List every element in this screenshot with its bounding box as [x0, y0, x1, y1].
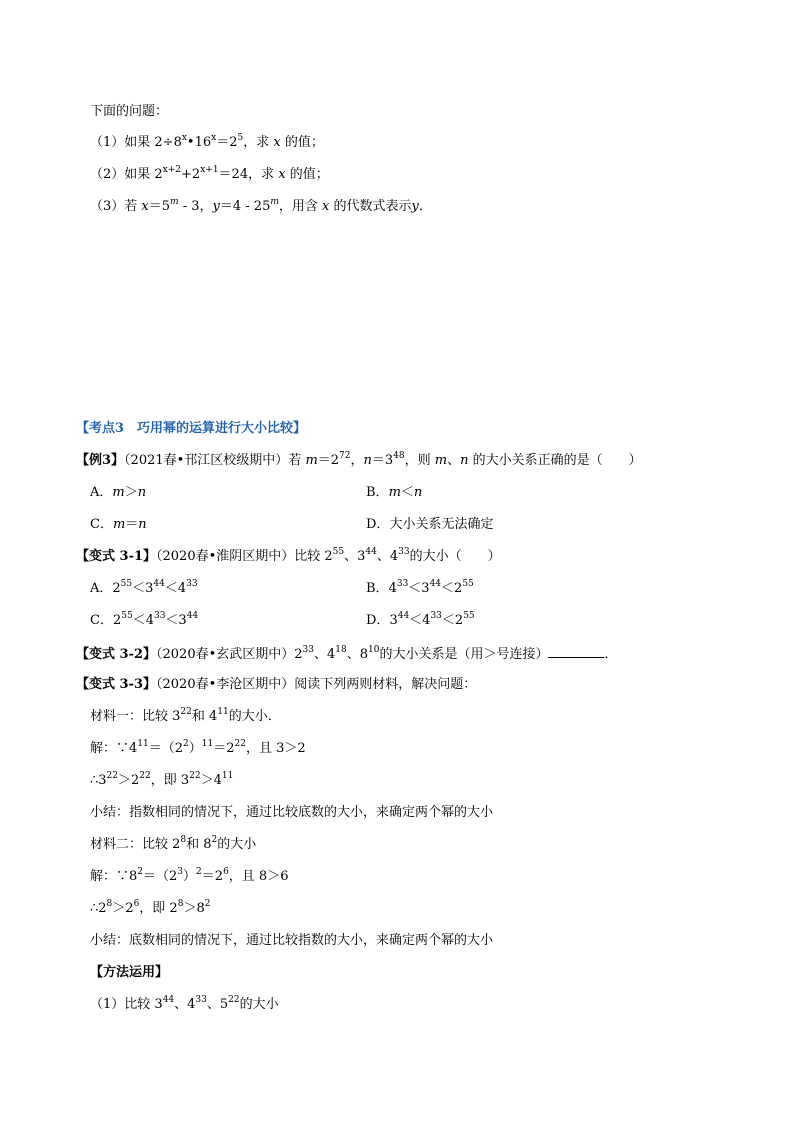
opt-part: 3 [389, 613, 398, 628]
practice-1 [90, 997, 279, 1014]
v31-sup: 33 [398, 547, 410, 557]
sol-sup: 11 [201, 739, 214, 749]
option-a[interactable] [90, 581, 198, 598]
sol-sup: 2 [196, 867, 202, 877]
q3-text: 的代数式表示 [329, 199, 412, 214]
con-sup: 22 [189, 771, 201, 781]
q1-tail: 的值； [280, 135, 324, 150]
opt-sup: 55 [463, 611, 475, 621]
p1-sup: 33 [195, 995, 207, 1005]
ex3-text: ， [350, 453, 364, 468]
option-op: ＞ [124, 485, 138, 500]
opt-part: ＜4 [132, 613, 154, 628]
v32-sup: 33 [302, 645, 314, 655]
example-tag: 【例3】 [76, 453, 125, 468]
ex3-text: ，则 [404, 453, 435, 468]
sol-sup: 11 [137, 739, 149, 749]
ex3-text: 的大小关系正确的是（ ） [468, 453, 642, 468]
con-sup: 22 [139, 771, 151, 781]
material-2 [90, 837, 256, 854]
v31-text: 、3 [344, 549, 366, 564]
sol-text: ，且 8＞6 [228, 869, 289, 884]
option-label: C． [90, 613, 113, 628]
opt-sup: 55 [462, 579, 474, 589]
m2-text: 材料二：比较 2 [90, 837, 181, 852]
option-label: A． [90, 485, 113, 500]
q1-label: （1）如果 2÷8 [90, 135, 182, 150]
sol-text: ＝2 [213, 741, 235, 756]
q1-mid: ＝2 [216, 135, 238, 150]
opt-sup: 44 [429, 579, 442, 589]
option-b[interactable] [366, 485, 422, 501]
option-label: B． [366, 485, 389, 500]
m1-text: 和 4 [191, 709, 218, 724]
option-d[interactable] [366, 613, 475, 630]
sol-sup: 2 [137, 867, 144, 877]
m2-sup: 2 [211, 835, 218, 845]
ex3-sup: 72 [339, 451, 351, 461]
opt-sup: 44 [397, 611, 410, 621]
con-sup: 2 [204, 899, 211, 909]
con-text: ＞4 [200, 773, 222, 788]
q3-text: （3）若 [90, 199, 142, 214]
ex3-sup: 48 [393, 451, 405, 461]
v32-text: 、8 [346, 647, 369, 662]
q1-sup: x [181, 133, 187, 143]
v32-text: 的大小关系是（用＞号连接） [379, 647, 549, 662]
sol-text: 解：∵4 [90, 741, 138, 756]
material-2-summary: 小结：底数相同的情况下，通过比较指数的大小，来确定两个幂的大小 [90, 933, 494, 948]
v32-text: （2020春•玄武区期中）2 [156, 647, 303, 662]
con-text: ＞8 [183, 901, 205, 916]
opt-sup: 33 [186, 579, 198, 589]
opt-part: ＜3 [165, 613, 187, 628]
option-op: ＝ [125, 517, 139, 532]
p1-sup: 44 [162, 995, 175, 1005]
option-var: n [137, 485, 147, 500]
option-label: A． [90, 581, 113, 596]
material-1-conclusion [90, 773, 233, 790]
ex3-var: n [460, 453, 469, 468]
option-d[interactable] [366, 517, 493, 533]
q3-text: ＝5 [148, 199, 171, 214]
m2-text: 和 8 [186, 837, 212, 852]
q1-sup: 5 [237, 133, 244, 143]
con-text: ＞2 [118, 773, 140, 788]
sol-text: ＝2 [201, 869, 224, 884]
con-text: ∴2 [90, 901, 107, 916]
opt-sup: 33 [396, 579, 409, 589]
variant-tag: 【变式 3-3】 [76, 677, 157, 692]
m2-text: 的大小 [217, 837, 257, 852]
con-sup: 22 [106, 771, 118, 781]
intro-text: 下面的问题： [90, 104, 169, 119]
opt-part: ＜2 [441, 613, 464, 628]
sol-text: ） [188, 741, 202, 756]
material-2-solution [90, 869, 288, 886]
sol-sup: 6 [223, 867, 229, 877]
m1-text: 材料一：比较 3 [90, 709, 181, 724]
p1-text: 、4 [174, 997, 196, 1012]
ex3-text: ＝3 [371, 453, 394, 468]
con-sup: 8 [106, 899, 113, 909]
sol-text: ＝（2 [143, 869, 178, 884]
variant-3-2 [76, 645, 618, 664]
q2-sup: x+1 [200, 165, 219, 175]
q1-mid: •16 [186, 135, 212, 150]
ex3-var: n [363, 453, 372, 468]
q2-label: （2）如果 2 [90, 167, 163, 182]
opt-part: ＜2 [441, 581, 463, 596]
con-text: ∴3 [90, 773, 107, 788]
opt-sup: 55 [121, 611, 133, 621]
con-sup: 6 [133, 899, 140, 909]
v31-sup: 44 [365, 547, 377, 557]
v31-text: （2020春•淮阴区期中）比较 2 [156, 549, 333, 564]
material-1-solution [90, 741, 306, 758]
material-2-conclusion [90, 901, 210, 918]
v32-sup: 10 [368, 645, 380, 655]
p1-text: 的大小 [239, 997, 279, 1012]
method-heading: 【方法运用】 [90, 965, 169, 980]
v31-text: 的大小（ ） [409, 549, 501, 564]
p1-text: 、5 [206, 997, 229, 1012]
option-label: D． [366, 613, 390, 628]
question-1 [90, 135, 324, 152]
question-3 [90, 199, 432, 216]
v31-text: 、4 [376, 549, 399, 564]
q3-var: x [322, 199, 330, 214]
ex3-text: （2021春•邗江区校级期中）若 [124, 453, 306, 468]
opt-sup: 33 [153, 611, 166, 621]
m1-text: 的大小． [228, 709, 281, 724]
sol-text: ） [183, 869, 197, 884]
opt-part: 2 [112, 613, 122, 628]
con-sup: 8 [177, 899, 184, 909]
sol-sup: 2 [183, 739, 189, 749]
opt-sup: 44 [153, 579, 165, 589]
opt-part: 2 [112, 581, 121, 596]
option-op: ＜ [400, 485, 414, 500]
option-a[interactable] [90, 485, 146, 501]
ex3-text: 、 [447, 453, 461, 468]
q1-tail: ，求 [243, 135, 274, 150]
question-2 [90, 167, 329, 184]
option-label: B． [366, 581, 389, 596]
con-sup: 11 [221, 771, 234, 781]
variant-3-3 [76, 677, 476, 693]
p1-text: （1）比较 3 [90, 997, 163, 1012]
q3-text: - 3， [178, 199, 213, 214]
option-b[interactable] [366, 581, 474, 598]
section-title: 【考点3 巧用幂的运算进行大小比较】 [76, 421, 307, 436]
option-c[interactable] [90, 517, 147, 533]
q2-sup: x+2 [162, 165, 182, 175]
option-var: n [413, 485, 423, 500]
opt-part: 4 [388, 581, 397, 596]
m2-sup: 8 [180, 835, 187, 845]
con-text: ，即 3 [150, 773, 190, 788]
q3-text: ＝4 - 25 [219, 199, 271, 214]
material-1-summary: 小结：指数相同的情况下，通过比较底数的大小，来确定两个幂的大小 [90, 805, 494, 820]
option-var: n [138, 517, 147, 532]
q3-sup: m [270, 197, 279, 207]
p1-sup: 22 [228, 995, 240, 1005]
option-var: m [388, 485, 401, 500]
answer-blank[interactable] [548, 645, 604, 658]
opt-part: ＜3 [408, 581, 430, 596]
opt-part: ＜3 [132, 581, 154, 596]
variant-tag: 【变式 3-2】 [76, 647, 157, 662]
q1-var: x [273, 135, 281, 150]
opt-sup: 55 [120, 579, 133, 589]
q2-mid: ＝24，求 [218, 167, 279, 182]
q3-text: ． [418, 199, 432, 214]
material-1 [90, 709, 281, 726]
q2-mid: +2 [181, 167, 201, 182]
q3-var: y [411, 199, 419, 214]
q3-var: x [141, 199, 149, 214]
opt-sup: 44 [186, 611, 199, 621]
option-var: m [112, 517, 126, 532]
ex3-var: m [305, 453, 318, 468]
q3-text: ，用含 [278, 199, 323, 214]
v32-sup: 18 [335, 645, 347, 655]
ex3-var: m [434, 453, 448, 468]
opt-part: ＜4 [164, 581, 187, 596]
opt-part: ＜4 [409, 613, 431, 628]
v32-text: ． [604, 647, 618, 662]
con-text: ，即 2 [139, 901, 178, 916]
sol-sup: 3 [177, 867, 184, 877]
ex3-text: ＝2 [317, 453, 340, 468]
q2-tail: 的值； [285, 167, 329, 182]
m1-sup: 11 [217, 707, 229, 717]
m1-sup: 22 [180, 707, 192, 717]
example-3 [76, 453, 642, 470]
sol-sup: 22 [234, 739, 246, 749]
sol-text: ，且 3＞2 [245, 741, 306, 756]
v33-text: （2020春•李沧区期中）阅读下列两则材料，解决问题： [156, 677, 477, 692]
variant-tag: 【变式 3-1】 [76, 549, 157, 564]
variant-3-1 [76, 549, 501, 566]
q2-var: x [278, 167, 286, 182]
option-var: m [112, 485, 125, 500]
option-label: D． [366, 517, 390, 532]
q3-sup: m [170, 197, 179, 207]
v32-text: 、4 [314, 647, 336, 662]
con-text: ＞2 [112, 901, 134, 916]
sol-text: ＝（2 [148, 741, 184, 756]
opt-sup: 33 [430, 611, 442, 621]
q3-var: y [212, 199, 220, 214]
sol-text: 解：∵8 [90, 869, 138, 884]
option-c[interactable] [90, 613, 198, 630]
q1-sup: x [211, 133, 217, 143]
option-text: 大小关系无法确定 [389, 517, 494, 532]
option-label: C． [90, 517, 113, 532]
v31-sup: 55 [332, 547, 345, 557]
